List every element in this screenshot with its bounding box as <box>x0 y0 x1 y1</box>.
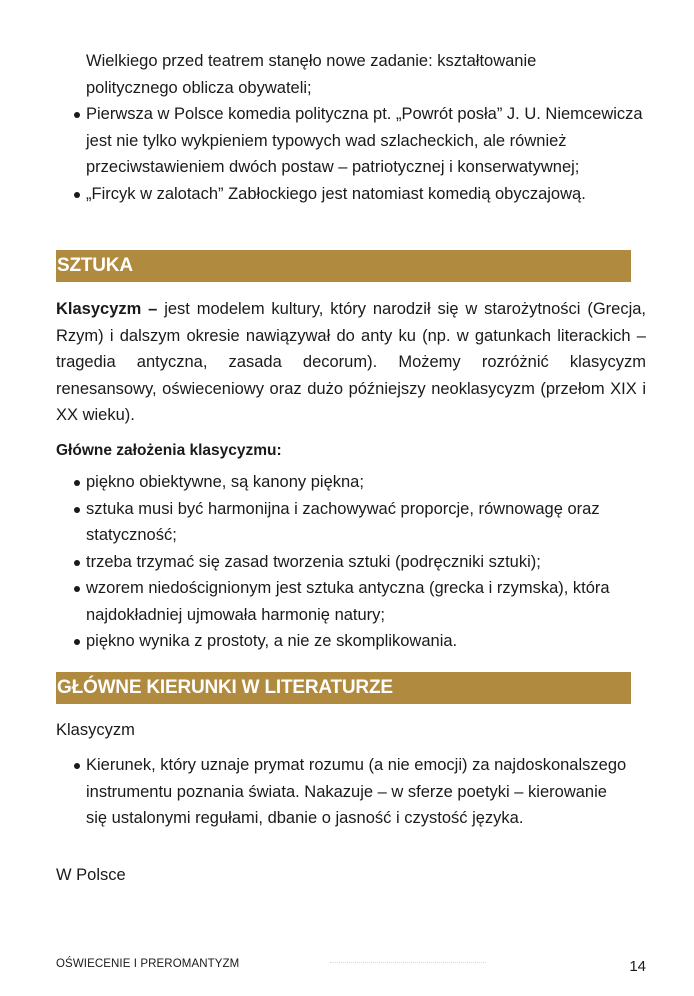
list-item: piękno obiektywne, są kanony piękna; <box>56 469 652 496</box>
section-heading-kierunki: GŁÓWNE KIERUNKI W LITERATURZE <box>56 672 631 704</box>
label-klasycyzm: Klasycyzm <box>56 721 135 739</box>
list-item: piękno wynika z prostoty, a nie ze skomplikowania. <box>56 628 652 655</box>
footer-title: OŚWIECENIE I PREROMANTYZM <box>56 958 240 970</box>
list-item: „Fircyk w zalotach” Zabłockiego jest natomiast komedią obyczajową. <box>56 181 652 208</box>
list-item: wzorem niedoścignionym jest sztuka antyczna (grecka i rzymska), która najdokładniej ujmowała harmonię natury; <box>56 575 652 628</box>
section-heading-sztuka: SZTUKA <box>56 250 631 282</box>
term-definition: jest modelem kultury, który narodził się w starożytności (Grecja, Rzym) i dalszym okresie nawiązywał do anty ku (np. w gatunkach literackich – tragedia antyczna, zasada decorum). Możemy rozróżnić klasycyzm renesansowy, oświeceniowy oraz dużo późniejszy neoklasycyzm (przełom XIX i XX wieku). <box>56 300 646 424</box>
top-bullet-list <box>56 101 652 207</box>
label-w-polsce: W Polsce <box>56 866 126 884</box>
top-section <box>0 48 694 207</box>
list-item: Pierwsza w Polsce komedia polityczna pt. „Powrót posła” J. U. Niemcewicza jest nie tylko wykpieniem typowych wad szlacheckich, ale również przeciwstawieniem dwóch postaw – patriotycznej i konserwatywnej; <box>56 101 652 181</box>
list-item: sztuka musi być harmonijna i zachowywać proporcje, równowagę oraz statyczność; <box>56 496 652 549</box>
list-item: trzeba trzymać się zasad tworzenia sztuki (podręczniki sztuki); <box>56 549 652 576</box>
page-number: 14 <box>629 958 646 975</box>
subheading-zalozenia: Główne założenia klasycyzmu: <box>56 442 282 459</box>
sztuka-bullet-list <box>56 469 652 655</box>
continuation-line: Wielkiego przed teatrem stanęło nowe zadanie: kształtowanie <box>86 52 537 70</box>
klasycyzm-paragraph <box>56 296 646 429</box>
list-item: Kierunek, który uznaje prymat rozumu (a nie emocji) za najdoskonalszego instrumentu poznania świata. Nakazuje – w sferze poetyki – kierowanie się ustalonymi regułami, dbanie o jasność i czystość języka. <box>56 752 630 832</box>
term-label: Klasycyzm – <box>56 300 158 318</box>
continuation-line: politycznego oblicza obywateli; <box>86 78 312 97</box>
footer-divider <box>330 962 486 963</box>
literatura-bullet-list <box>56 752 630 832</box>
